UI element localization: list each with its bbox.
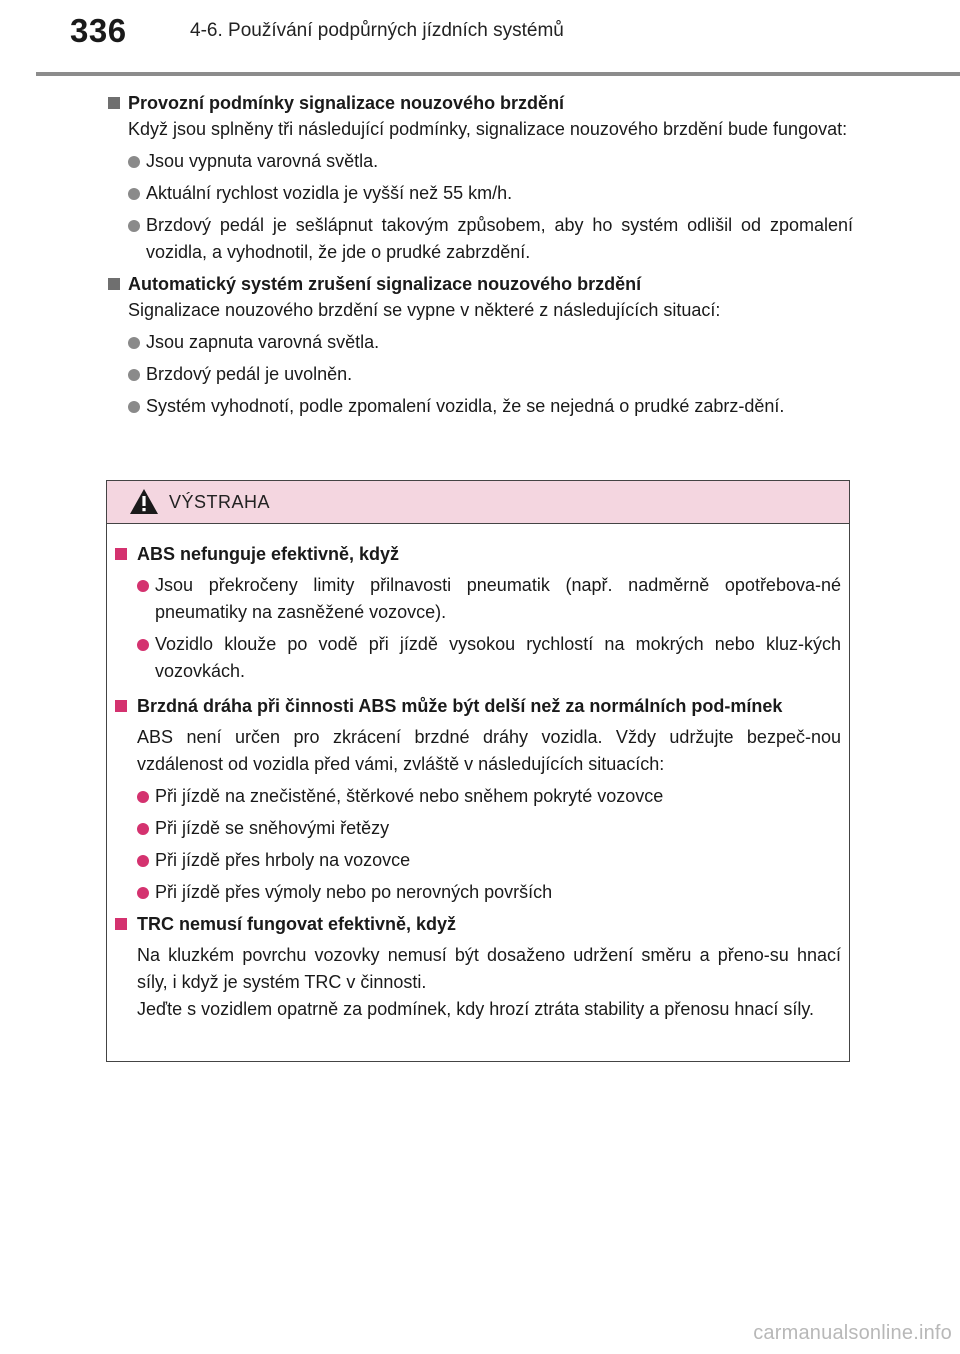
warning-section-title: TRC nemusí fungovat efektivně, když	[115, 911, 841, 937]
list-item: Jsou vypnuta varovná světla.	[108, 148, 853, 175]
list-item: Jsou zapnuta varovná světla.	[108, 329, 853, 356]
warning-section-title: ABS nefunguje efektivně, když	[115, 541, 841, 567]
warning-section-title: Brzdná dráha při činnosti ABS může být delší než za normálních pod-mínek	[115, 693, 841, 719]
circle-bullet-icon	[137, 791, 149, 803]
chapter-title: 4-6. Používání podpůrných jízdních systémů	[190, 20, 564, 41]
list-item: Brzdový pedál je sešlápnut takovým způsobem, aby ho systém odlišil od zpomalení vozidla, a vyhodnotil, že jde o prudké zabrzdění.	[108, 212, 853, 266]
page-header	[0, 0, 960, 82]
circle-bullet-icon	[128, 337, 140, 349]
circle-bullet-icon	[128, 220, 140, 232]
list-item: Brzdový pedál je uvolněn.	[108, 361, 853, 388]
circle-bullet-icon	[137, 823, 149, 835]
list-item: Při jízdě se sněhovými řetězy	[115, 815, 841, 842]
square-bullet-icon	[108, 278, 120, 290]
list-item: Při jízdě přes hrboly na vozovce	[115, 847, 841, 874]
warning-triangle-icon	[129, 488, 159, 515]
page-number: 336	[70, 12, 127, 49]
list-item: Aktuální rychlost vozidla je vyšší než 55 km/h.	[108, 180, 853, 207]
warning-section-text: Jeďte s vozidlem opatrně za podmínek, kdy hrozí ztráta stability a přenosu hnací síly.	[137, 999, 815, 1019]
warning-section-text: Na kluzkém povrchu vozovky nemusí být dosaženo udržení směru a přeno-su hnací síly, i když je systém TRC v činnosti.	[137, 945, 841, 992]
section-text: Když jsou splněny tři následující podmínky, signalizace nouzového brzdění bude fungovat:	[128, 119, 848, 139]
list-item: Systém vyhodnotí, podle zpomalení vozidla, že se nejedná o prudké zabrz-dění.	[108, 393, 853, 420]
warning-label: VÝSTRAHA	[169, 492, 271, 512]
main-content	[108, 90, 853, 420]
square-bullet-icon	[115, 548, 127, 560]
square-bullet-icon	[108, 97, 120, 109]
section-title: Provozní podmínky signalizace nouzového brzdění	[108, 90, 853, 116]
square-bullet-icon	[115, 918, 127, 930]
list-item: Jsou překročeny limity přilnavosti pneumatik (např. nadměrně opotřebova-né pneumatiky na zasněžené vozovce).	[115, 572, 841, 626]
list-item: Při jízdě na znečistěné, štěrkové nebo sněhem pokryté vozovce	[115, 783, 841, 810]
section-operating-conditions	[108, 90, 853, 266]
circle-bullet-icon	[137, 639, 149, 651]
section-auto-cancel	[108, 271, 853, 420]
list-item: Vozidlo klouže po vodě při jízdě vysokou rychlostí na mokrých nebo kluz-kých vozovkách.	[115, 631, 841, 685]
circle-bullet-icon	[128, 188, 140, 200]
warning-header	[107, 481, 849, 524]
section-text: Signalizace nouzového brzdění se vypne v některé z následujících situací:	[128, 300, 721, 320]
square-bullet-icon	[115, 700, 127, 712]
circle-bullet-icon	[137, 580, 149, 592]
circle-bullet-icon	[128, 401, 140, 413]
warning-section-text: ABS není určen pro zkrácení brzdné dráhy vozidla. Vždy udržujte bezpeč-nou vzdálenost od vozidla před vámi, zvláště v následujících situacích:	[137, 727, 841, 774]
warning-box	[106, 480, 850, 1062]
section-title: Automatický systém zrušení signalizace nouzového brzdění	[108, 271, 853, 297]
circle-bullet-icon	[137, 887, 149, 899]
circle-bullet-icon	[128, 156, 140, 168]
circle-bullet-icon	[137, 855, 149, 867]
circle-bullet-icon	[128, 369, 140, 381]
watermark: carmanualsonline.info	[753, 1322, 952, 1344]
list-item: Při jízdě přes výmoly nebo po nerovných površích	[115, 879, 841, 906]
header-divider	[36, 72, 960, 76]
warning-body	[115, 541, 841, 1023]
